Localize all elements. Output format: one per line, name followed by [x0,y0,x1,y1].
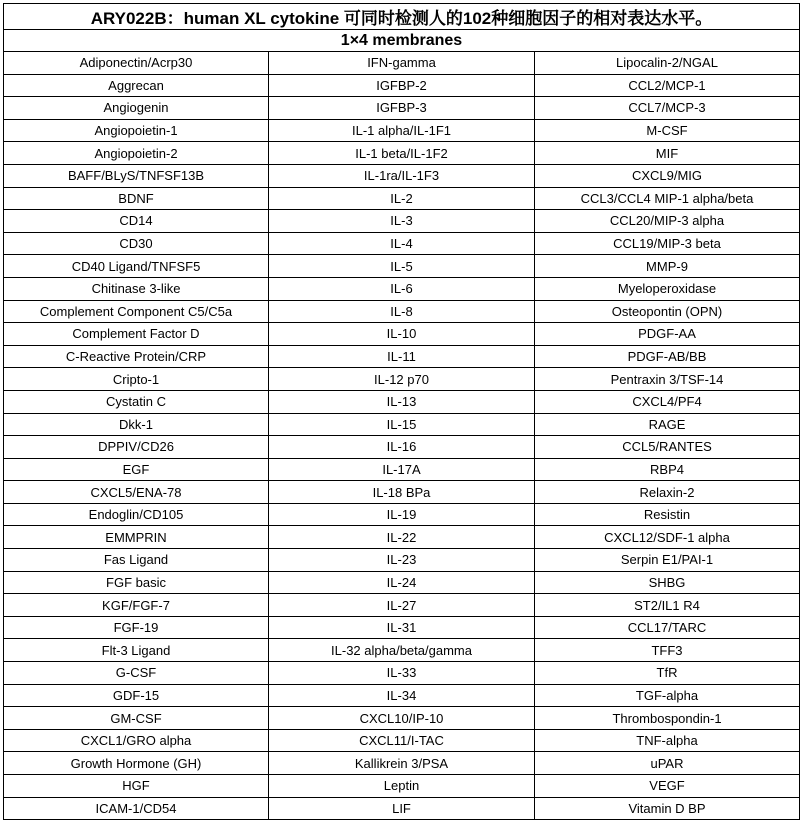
table-cell: Pentraxin 3/TSF-14 [535,368,800,391]
table-cell: Lipocalin-2/NGAL [535,52,800,75]
table-row [4,52,800,75]
table-cell: Growth Hormone (GH) [4,752,269,775]
table-cell: PDGF-AB/BB [535,345,800,368]
table-cell: ICAM-1/CD54 [4,797,269,820]
table-cell: IL-19 [269,503,535,526]
table-cell: Angiogenin [4,97,269,120]
table-cell: CCL19/MIP-3 beta [535,232,800,255]
table-cell: IL-1 alpha/IL-1F1 [269,119,535,142]
table-title: ARY022B：human XL cytokine 可同时检测人的102种细胞因子的相对表达水平。 [4,4,800,30]
table-cell: MIF [535,142,800,165]
table-cell: IL-17A [269,458,535,481]
table-cell: CXCL11/I-TAC [269,729,535,752]
table-cell: CCL7/MCP-3 [535,97,800,120]
table-row [4,300,800,323]
table-cell: uPAR [535,752,800,775]
table-cell: MMP-9 [535,255,800,278]
table-body [4,52,800,820]
table-cell: IL-12 p70 [269,368,535,391]
table-cell: IL-23 [269,549,535,572]
table-cell: IL-32 alpha/beta/gamma [269,639,535,662]
table-cell: Relaxin-2 [535,481,800,504]
table-row [4,368,800,391]
table-cell: TfR [535,662,800,685]
table-subtitle: 1×4 membranes [4,30,800,52]
table-cell: CXCL12/SDF-1 alpha [535,526,800,549]
table-cell: IL-27 [269,594,535,617]
table-cell: BAFF/BLyS/TNFSF13B [4,164,269,187]
table-cell: Dkk-1 [4,413,269,436]
table-cell: Myeloperoxidase [535,277,800,300]
table-cell: Endoglin/CD105 [4,503,269,526]
table-cell: LIF [269,797,535,820]
table-cell: Aggrecan [4,74,269,97]
table-cell: Cystatin C [4,390,269,413]
table-cell: Complement Factor D [4,323,269,346]
table-cell: IL-8 [269,300,535,323]
table-cell: CCL2/MCP-1 [535,74,800,97]
table-row [4,571,800,594]
table-cell: BDNF [4,187,269,210]
table-row [4,458,800,481]
table-row [4,277,800,300]
table-row [4,119,800,142]
table-row [4,345,800,368]
table-cell: IFN-gamma [269,52,535,75]
table-row [4,616,800,639]
table-row [4,526,800,549]
table-row [4,481,800,504]
table-row [4,503,800,526]
table-row [4,707,800,730]
table-row [4,639,800,662]
table-cell: IL-18 BPa [269,481,535,504]
table-cell: Angiopoietin-2 [4,142,269,165]
table-row [4,255,800,278]
table-cell: Vitamin D BP [535,797,800,820]
table-row [4,775,800,798]
table-cell: CD40 Ligand/TNFSF5 [4,255,269,278]
table-row [4,97,800,120]
table-row [4,684,800,707]
table-cell: IL-24 [269,571,535,594]
table-cell: IL-3 [269,210,535,233]
table-cell: KGF/FGF-7 [4,594,269,617]
table-row [4,232,800,255]
table-cell: CCL17/TARC [535,616,800,639]
table-row [4,594,800,617]
table-cell: RBP4 [535,458,800,481]
table-cell: Angiopoietin-1 [4,119,269,142]
table-cell: M-CSF [535,119,800,142]
table-cell: CXCL1/GRO alpha [4,729,269,752]
table-row [4,210,800,233]
table-cell: IGFBP-3 [269,97,535,120]
table-cell: SHBG [535,571,800,594]
table-cell: CD30 [4,232,269,255]
table-cell: CCL3/CCL4 MIP-1 alpha/beta [535,187,800,210]
table-cell: GM-CSF [4,707,269,730]
table-cell: IL-31 [269,616,535,639]
table-cell: CCL20/MIP-3 alpha [535,210,800,233]
table-cell: PDGF-AA [535,323,800,346]
table-cell: IL-34 [269,684,535,707]
table-cell: ST2/IL1 R4 [535,594,800,617]
table-cell: Flt-3 Ligand [4,639,269,662]
table-cell: CCL5/RANTES [535,436,800,459]
table-cell: IL-10 [269,323,535,346]
table-cell: DPPIV/CD26 [4,436,269,459]
table-cell: Kallikrein 3/PSA [269,752,535,775]
table-cell: Complement Component C5/C5a [4,300,269,323]
table-cell: G-CSF [4,662,269,685]
table-cell: IL-5 [269,255,535,278]
cytokine-document [3,3,799,820]
table-cell: VEGF [535,775,800,798]
table-cell: EMMPRIN [4,526,269,549]
table-cell: IGFBP-2 [269,74,535,97]
table-cell: CD14 [4,210,269,233]
table-cell: IL-4 [269,232,535,255]
table-cell: EGF [4,458,269,481]
table-row [4,74,800,97]
table-row [4,752,800,775]
table-cell: IL-13 [269,390,535,413]
table-cell: IL-2 [269,187,535,210]
table-cell: TGF-alpha [535,684,800,707]
table-cell: IL-15 [269,413,535,436]
table-row [4,662,800,685]
subtitle-row [4,30,800,52]
table-cell: GDF-15 [4,684,269,707]
table-row [4,549,800,572]
table-cell: HGF [4,775,269,798]
table-cell: IL-1ra/IL-1F3 [269,164,535,187]
table-row [4,164,800,187]
table-cell: FGF basic [4,571,269,594]
table-cell: RAGE [535,413,800,436]
table-cell: Chitinase 3-like [4,277,269,300]
title-row [4,4,800,30]
table-cell: IL-22 [269,526,535,549]
table-cell: CXCL9/MIG [535,164,800,187]
table-cell: FGF-19 [4,616,269,639]
table-cell: IL-33 [269,662,535,685]
table-cell: Osteopontin (OPN) [535,300,800,323]
table-cell: CXCL10/IP-10 [269,707,535,730]
table-cell: Serpin E1/PAI-1 [535,549,800,572]
table-cell: Resistin [535,503,800,526]
table-row [4,187,800,210]
table-cell: IL-1 beta/IL-1F2 [269,142,535,165]
table-cell: CXCL5/ENA-78 [4,481,269,504]
table-cell: Adiponectin/Acrp30 [4,52,269,75]
table-row [4,142,800,165]
table-cell: Thrombospondin-1 [535,707,800,730]
table-cell: TFF3 [535,639,800,662]
table-cell: Fas Ligand [4,549,269,572]
table-cell: IL-16 [269,436,535,459]
table-row [4,413,800,436]
table-row [4,390,800,413]
table-row [4,729,800,752]
table-row [4,797,800,820]
table-row [4,323,800,346]
table-cell: Leptin [269,775,535,798]
table-cell: CXCL4/PF4 [535,390,800,413]
table-row [4,436,800,459]
cytokine-table [3,3,800,820]
table-cell: Cripto-1 [4,368,269,391]
table-cell: C-Reactive Protein/CRP [4,345,269,368]
table-cell: TNF-alpha [535,729,800,752]
table-cell: IL-11 [269,345,535,368]
table-cell: IL-6 [269,277,535,300]
